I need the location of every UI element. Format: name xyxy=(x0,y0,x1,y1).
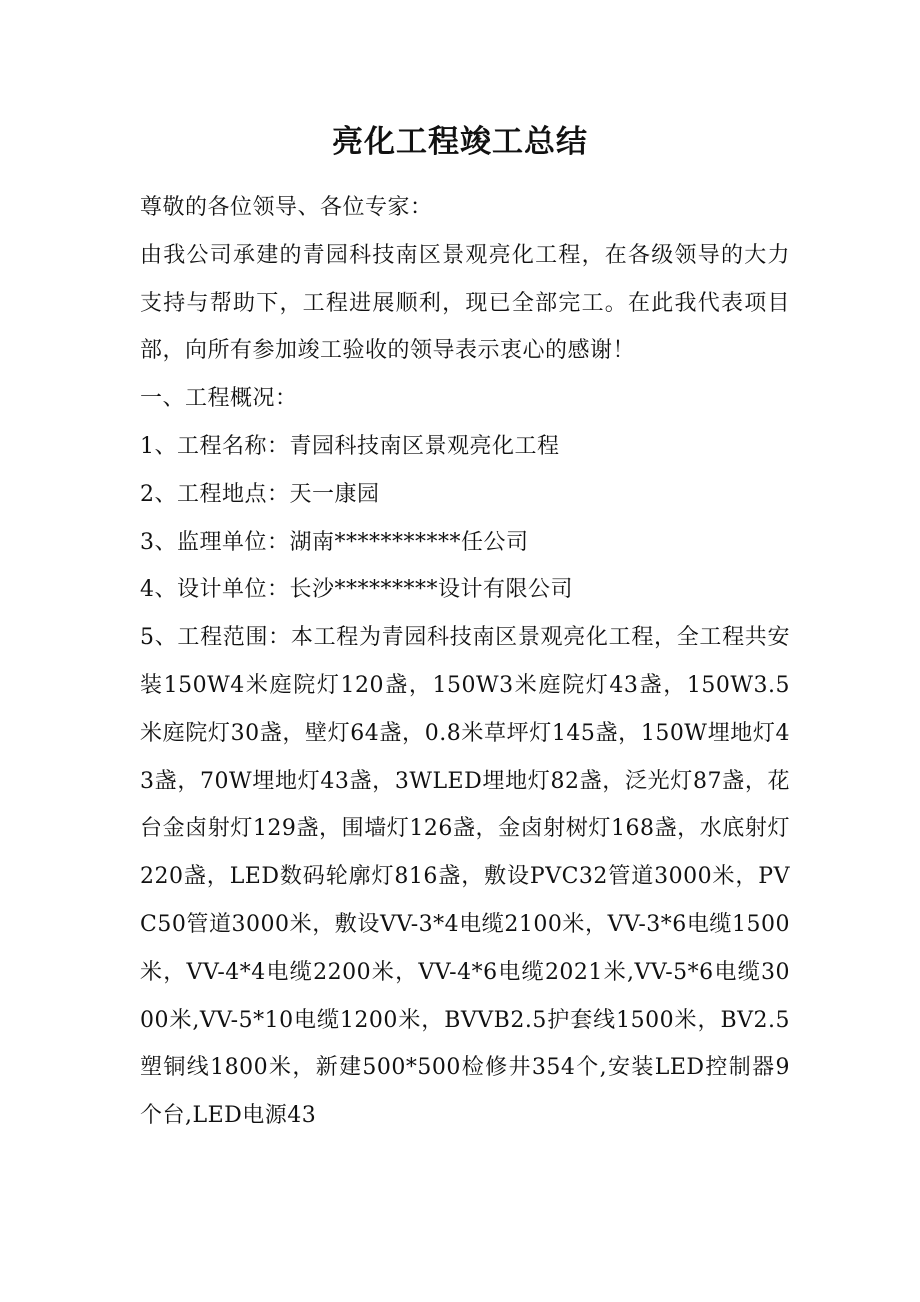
intro-paragraph: 由我公司承建的青园科技南区景观亮化工程，在各级领导的大力支持与帮助下，工程进展顺利，现已全部完工。在此我代表项目部，向所有参加竣工验收的领导表示衷心的感谢！ xyxy=(140,242,790,364)
section-heading-overview: 一、工程概况： xyxy=(140,386,298,412)
project-name-item: 1、工程名称：青园科技南区景观亮化工程 xyxy=(140,433,560,459)
document-body xyxy=(140,184,790,1140)
design-unit-item: 4、设计单位：长沙*********设计有限公司 xyxy=(140,577,573,603)
project-location-item: 2、工程地点：天一康园 xyxy=(140,481,380,507)
salutation: 尊敬的各位领导、各位专家： xyxy=(140,195,433,220)
document-title: 亮化工程竣工总结 xyxy=(332,124,588,160)
project-scope-item: 5、工程范围：本工程为青园科技南区景观亮化工程，全工程共安装150W4米庭院灯120盏，150W3米庭院灯43盏，150W3.5米庭院灯30盏，壁灯64盏，0.8米草坪灯145盏，150W埋地灯43盏，70W埋地灯43盏，3WLED埋地灯82盏，泛光灯87盏，花台金卤射灯129盏，围墙灯126盏，金卤射树灯168盏，水底射灯220盏，LED数码轮廓灯816盏，敷设PVC32管道3000米，PVC50管道3000米，敷设VV-3*4电缆2100米，VV-3*6电缆1500米，VV-4*4电缆2200米，VV-4*6电缆2021米,VV-5*6电缆3000米,VV-5*10电缆1200米，BVVB2.5护套线1500米，BV2.5塑铜线1800米，新建500*500检修井354个,安装LED控制器9个台,LED电源43 xyxy=(140,625,790,1129)
supervision-unit-item: 3、监理单位：湖南***********任公司 xyxy=(140,529,529,555)
